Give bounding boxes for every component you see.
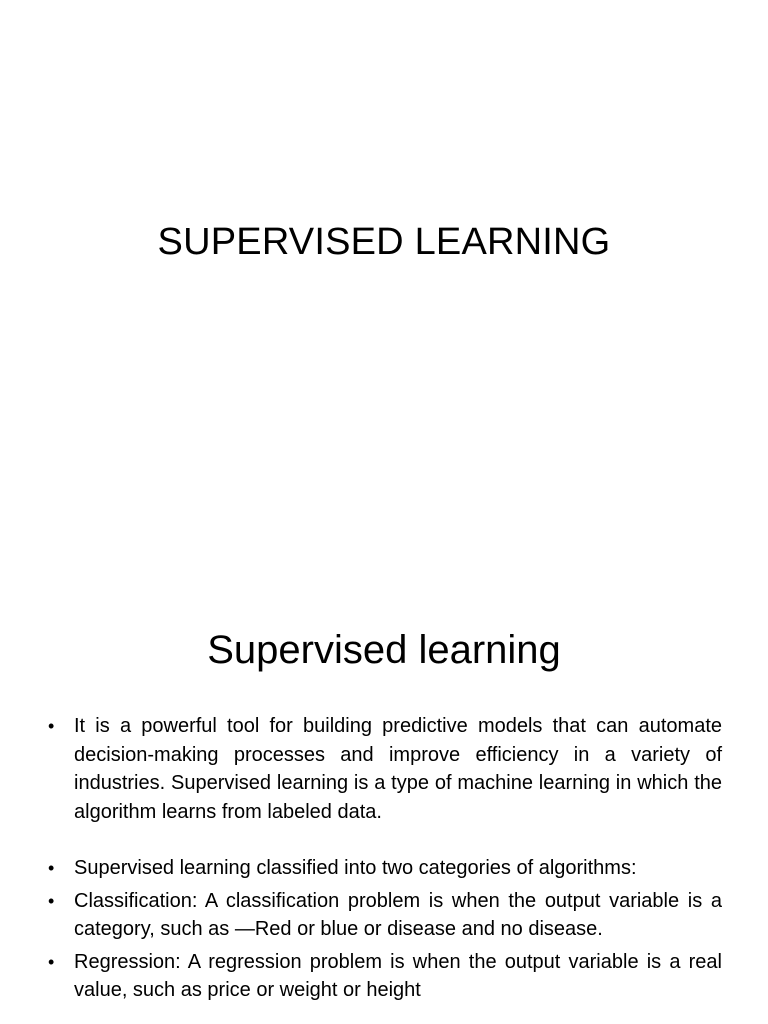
bullet-dot-icon: •	[48, 951, 55, 972]
bullet-text: Supervised learning classified into two categories of algorithms:	[74, 857, 637, 879]
bullet-dot-icon: •	[48, 890, 55, 911]
bullet-text: It is a powerful tool for building predictive models that can automate decision-making processes and improve efficiency in a variety of industries. Supervised learning is a type of machine learning in which the algorithm learns from labeled data.	[74, 715, 722, 823]
bullet-dot-icon: •	[48, 716, 55, 736]
bullet-item	[48, 948, 722, 1005]
slide-title: SUPERVISED LEARNING	[157, 221, 611, 263]
bullet-text: Regression: A regression problem is when the output variable is a real value, such as price or weight or height	[74, 950, 722, 1001]
content-slide-title: Supervised learning	[207, 628, 561, 672]
bullet-item	[48, 887, 722, 944]
bullet-dot-icon: •	[48, 858, 55, 878]
bullet-item	[48, 854, 722, 883]
bullet-list	[48, 712, 722, 1005]
bullet-item	[48, 712, 722, 826]
bullet-text: Classification: A classification problem is when the output variable is a category, such as —Red or blue or disease and no disease.	[74, 889, 722, 940]
content-slide	[0, 576, 768, 1024]
